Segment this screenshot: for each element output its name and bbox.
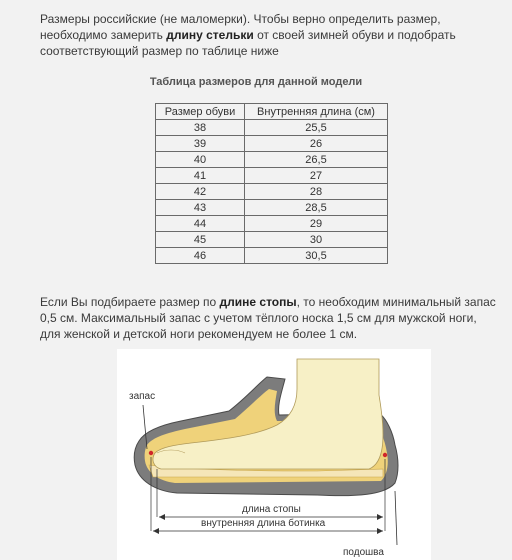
label-foot-length: длина стопы	[242, 504, 301, 515]
size-cell: 45	[156, 232, 245, 248]
table-row	[156, 184, 388, 200]
length-cell: 26,5	[245, 152, 388, 168]
advice-paragraph	[40, 294, 500, 342]
toe-marker	[149, 451, 153, 455]
label-margin: запас	[129, 391, 156, 402]
foot-length-arrowhead-left	[159, 514, 165, 520]
sole-pointer	[395, 491, 397, 545]
size-cell: 43	[156, 200, 245, 216]
table-row	[156, 120, 388, 136]
advice-text-2: , то необходим минимальный запас 0,5 см. Максимальный запас с учетом тёплого носка 1,5 см для мужской ноги, для женской и детской ноги рекомендуем не более 1 см.	[40, 295, 496, 341]
foot-length-arrowhead-right	[377, 514, 383, 520]
table-row	[156, 152, 388, 168]
size-cell: 41	[156, 168, 245, 184]
size-cell: 46	[156, 248, 245, 264]
table-row	[156, 168, 388, 184]
size-cell: 39	[156, 136, 245, 152]
table-row	[156, 248, 388, 264]
column-header-length: Внутренняя длина (см)	[245, 104, 388, 120]
intro-text-1: Размеры российские (не маломерки). Чтобы верно определить размер, необходимо замерить	[40, 12, 441, 42]
length-cell: 28	[245, 184, 388, 200]
label-sole: подошва	[343, 547, 384, 558]
size-table-caption: Таблица размеров для данной модели	[149, 76, 363, 88]
table-row	[156, 136, 388, 152]
table-header-row	[156, 104, 388, 120]
table-row	[156, 232, 388, 248]
advice-bold: длине стопы	[219, 295, 297, 309]
length-cell: 26	[245, 136, 388, 152]
inner-length-arrowhead-left	[153, 528, 159, 534]
length-cell: 30	[245, 232, 388, 248]
length-cell: 27	[245, 168, 388, 184]
size-cell: 38	[156, 120, 245, 136]
boot-measurement-diagram	[117, 349, 431, 560]
intro-text-2: от своей зимней обуви и подобрать соответствующий размер по таблице ниже	[40, 28, 456, 58]
intro-bold: длину стельки	[166, 28, 254, 42]
size-table	[155, 103, 388, 264]
length-cell: 30,5	[245, 248, 388, 264]
heel-marker	[383, 453, 387, 457]
inner-length-arrowhead-right	[377, 528, 383, 534]
intro-paragraph	[40, 11, 500, 59]
column-header-size: Размер обуви	[156, 104, 245, 120]
table-row	[156, 200, 388, 216]
advice-text-1: Если Вы подбираете размер по	[40, 295, 220, 309]
length-cell: 28,5	[245, 200, 388, 216]
table-row	[156, 216, 388, 232]
length-cell: 25,5	[245, 120, 388, 136]
length-cell: 29	[245, 216, 388, 232]
label-inner-length: внутренняя длина ботинка	[201, 518, 326, 529]
size-cell: 42	[156, 184, 245, 200]
size-cell: 40	[156, 152, 245, 168]
size-cell: 44	[156, 216, 245, 232]
